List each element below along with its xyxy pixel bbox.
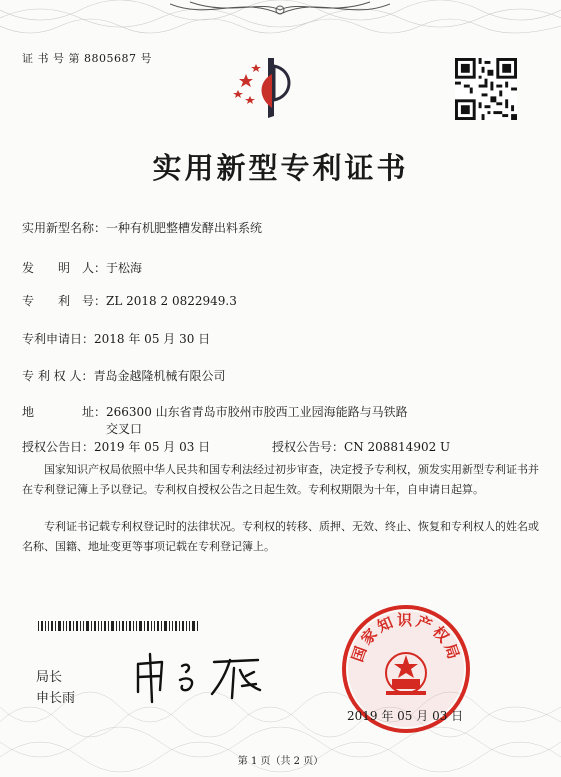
- inventor-value: 于松海: [106, 261, 143, 275]
- seal-date: 2019 年 05 月 03 日: [347, 709, 464, 723]
- utility-name-label: 实用新型名称：: [22, 221, 107, 235]
- announce-date-label: 授权公告日：: [22, 440, 95, 454]
- top-ornament: [170, 0, 390, 22]
- filing-date-value: 2018 年 05 月 30 日: [94, 332, 211, 346]
- filing-date-field: [22, 330, 210, 347]
- utility-name-field: [22, 219, 262, 236]
- certificate-title: 实用新型专利证书: [152, 151, 409, 185]
- patent-number-field: [22, 292, 237, 309]
- patentee-value: 青岛金越隆机械有限公司: [93, 369, 226, 383]
- address-value-line1: 266300 山东省青岛市胶州市胶西工业园海能路与马铁路: [106, 405, 408, 419]
- certificate-number: 证 书 号 第 8805687 号: [22, 52, 152, 65]
- grant-statement-paragraph: 国家知识产权局依照中华人民共和国专利法经过初步审查，决定授予专利权，颁发实用新型专利证书并在专利登记簿上予以登记。专利权自授权公告之日起生效。专利权期限为十年，自申请日起算。: [22, 463, 539, 496]
- seal-text: 国家知识产权局: [348, 611, 464, 665]
- signatory-name: 申长雨: [36, 691, 76, 706]
- barcode-strip: [38, 621, 198, 631]
- address-label: 地 址：: [22, 405, 107, 419]
- utility-name-value: 一种有机肥整槽发酵出料系统: [106, 221, 263, 235]
- patentee-label: 专 利 权 人：: [22, 369, 94, 383]
- page-indicator: 第 1 页（共 2 页）: [237, 756, 324, 767]
- handwritten-signature: [130, 650, 280, 705]
- announce-date-field: [22, 438, 210, 455]
- address-value-line2: 交叉口: [106, 422, 143, 436]
- signatory-title: 局长: [36, 670, 63, 685]
- cnipa-emblem-icon: [228, 52, 300, 124]
- address-line2: [106, 420, 142, 437]
- patent-number-value: ZL 2018 2 0822949.3: [106, 294, 237, 308]
- inventor-field: [22, 259, 142, 276]
- announce-number-label: 授权公告号：: [272, 440, 345, 454]
- announce-date-value: 2019 年 05 月 03 日: [94, 440, 211, 454]
- announce-number-field: [272, 438, 450, 455]
- filing-date-label: 专利申请日：: [22, 332, 95, 346]
- legal-status-paragraph: 专利证书记载专利权登记时的法律状况。专利权的转移、质押、无效、终止、恢复和专利权人的姓名或名称、国籍、地址变更等事项记载在专利登记簿上。: [22, 520, 539, 553]
- announce-number-value: CN 208814902 U: [344, 440, 451, 454]
- patentee-field: [22, 367, 225, 384]
- patent-number-label: 专 利 号：: [22, 294, 107, 308]
- inventor-label: 发 明 人：: [22, 261, 107, 275]
- qr-code: [455, 58, 517, 120]
- address-field: [22, 403, 408, 420]
